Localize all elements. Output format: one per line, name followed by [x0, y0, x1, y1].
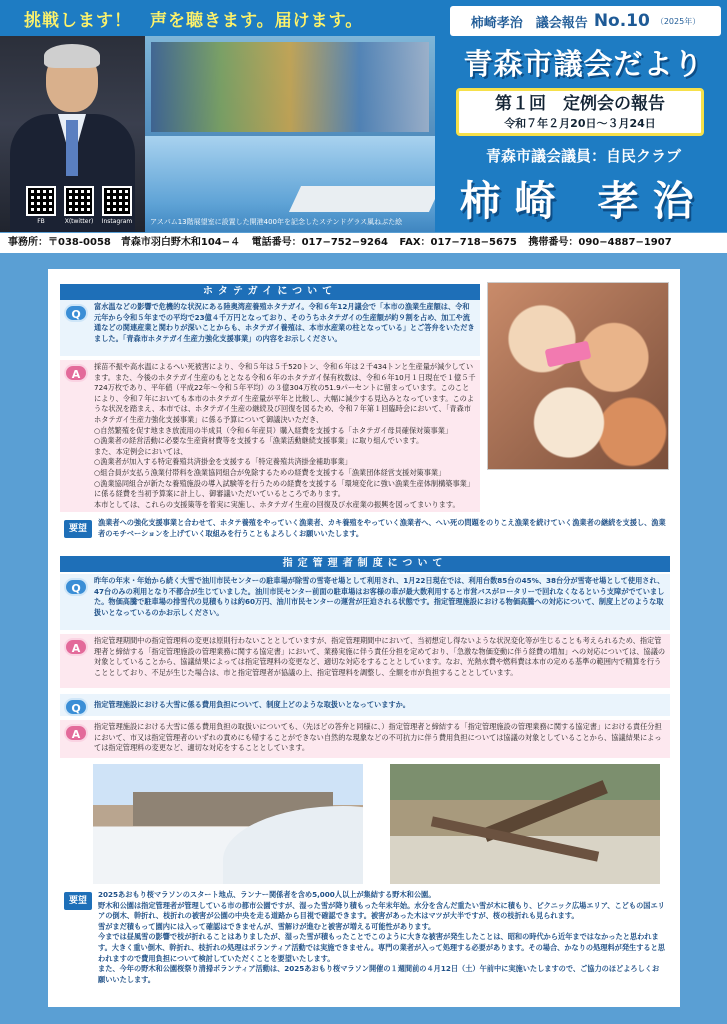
snow-pile-photo — [93, 764, 363, 884]
issue-name: 柿崎孝治 議会報告 — [470, 15, 588, 31]
question-text: 指定管理施設における大雪に係る費用負担について、制度上どのような取扱いとなっていますか。 — [94, 700, 410, 709]
issue-badge — [450, 6, 721, 36]
request-paragraph: 雪がまだ積もって園内には入って確認はできませんが、雪解けが進むと被害が増える可能性があります。 — [98, 921, 436, 931]
session-box — [456, 88, 704, 136]
request-paragraph: 2025あおもり桜マラソンのスタート地点、ランナー関係者を含め5,000人以上が集結する野木和公園。 — [98, 890, 436, 899]
answer-badge: A — [64, 638, 88, 656]
request-paragraph: 今までは昼風雪の影響で枝が折れることはありましたが、湿った雪が積もったことでこのように大きな被害が発生したことは、昭和の時代から近年まではなかったと思われます。大きく重い倒木、幹折れ、枝折れの処理はボランティア活動では実施できません。専門の業者が入って処理する必要があります。その場合、かなりの処理料が発生すると思われますので費用負担について検討していただくことを要望いたします。 — [98, 932, 665, 963]
request-text — [98, 890, 666, 1001]
header-banner — [0, 0, 727, 232]
member-name: 柿崎 孝治 — [459, 177, 708, 225]
member-affiliation: 青森市議会議員：自民クラブ — [485, 147, 681, 165]
answer-paragraph: ○漁業協同組合が新たな養殖施設の導入試験等を行うための経費を支援する「環境変化に強い漁業生産体制構築事業」に係る経費を当初予算案に計上し、御審議いただいているところであります。 — [94, 478, 475, 499]
request-badge: 要望 — [64, 520, 92, 538]
answer-badge: A — [64, 724, 88, 742]
x-qr-code[interactable] — [64, 186, 94, 216]
section-title-designated-manager: 指定管理者制度について — [60, 556, 670, 572]
answer-block-3 — [60, 720, 670, 758]
question-block-1 — [60, 300, 480, 356]
answer-paragraph: 本市としては、これらの支援策等を着実に実施し、ホタテガイ生産の回復及び水産業の振興を図ってまいります。 — [94, 499, 460, 509]
fallen-trees-photo — [390, 764, 660, 884]
slogan: 挑戦します！ 声を聴きます。届けます。 — [24, 11, 364, 31]
answer-paragraph: ○自然繁殖を促す地まき放流用の半成貝（令和６年産貝）購入経費を支援する「ホタテガイ母貝確保対策事業」 — [94, 425, 453, 435]
instagram-qr-code[interactable] — [102, 186, 132, 216]
contact-bar — [0, 233, 727, 253]
session-title: 第１回 定例会の報告 — [495, 94, 665, 114]
answer-text: 指定管理期間中の指定管理料の変更は原則行わないこととしていますが、指定管理期間中において、当初想定し得ないような状況変化等が生じることも考えられるため、指定管理者と締結する「指定管理施設の管理業務に関する協定書」において、業務実施に伴う責任分担を定めており、「急激な物価変動に伴う経費の増加」への対応については、協議の対象としていることから、協議結果によっては指定管理料の変更など、適切な対応をすることとしています。なお、光熱水費や燃料費は本市の定める基準の範囲内で精算を行うこととしており、不足が生じた場合は、市と指定管理者が協議の上、指定管理料を調整し、全額を市が負担することとしています。 — [94, 636, 666, 677]
newsletter-title: 青森市議会だより — [463, 47, 704, 81]
request-block-1 — [60, 516, 670, 546]
qr-code-group — [26, 186, 136, 230]
request-paragraph: 野木和公園は指定管理者が管理している市の都市公園ですが、湿った雪が降り積もった年末年始。水分を含んだ重たい雪が木に積もり、ピクニック広場エリア、こどもの国エリアの倒木、幹折れ、枝折れの被害が公園の中央を走る道路から目視で確認できます。被害があった木はマツが大半ですが、桜の枝折れも見られます。 — [98, 900, 665, 921]
issue-number: No.10 — [593, 11, 650, 31]
request-block-2 — [60, 888, 670, 1003]
instagram-qr-label: Instagram — [101, 218, 133, 225]
question-badge: Q — [64, 304, 88, 322]
mobile-number[interactable]: 携帯番号：090−4887−1907 — [528, 237, 672, 248]
answer-block-1 — [60, 360, 480, 512]
answer-badge: A — [64, 364, 88, 382]
answer-paragraph: ○組合員が支払う漁業付帯料を漁業協同組合が免除するための経費を支援する「漁業団体経営支援対策事業」 — [94, 467, 446, 477]
question-text: 富水温などの影響で危機的な状況にある陸奥湾産養殖ホタテガイ。令和６年12月議会で「本市の漁業生産額は、令和元年から令和５年までの平均で23億４千万円となっており、そのうちホタテガイの生産額が約９割を占め、加工や流通などの関連産業と関わりが深いことからも、ホタテガイ養殖は、本市水産業の柱となっている」とご答弁をいただきました。「青森市ホタテガイ生産力強化支援事業」の内容をお示しください。 — [94, 302, 475, 343]
facebook-qr-label: FB — [37, 218, 45, 225]
question-block-2 — [60, 574, 670, 630]
answer-text: 指定管理施設における大雪に係る費用負担の取扱いについても、（先ほどの答弁と同様に、）指定管理者と締結する「指定管理施設の管理業務に関する協定書」における責任分担において、市又は指定管理者のいずれの責めにも帰することができない自然的な現象などの不可抗力に伴う費用負担については協議の対象としていることから、協議結果によっては指定管理料の変更など、適切な対応をすることとしています。 — [94, 722, 662, 753]
scallop-shells-photo — [487, 282, 669, 470]
answer-text — [94, 362, 476, 510]
photo-caption: アスパム13階展望室に設置した開港400年を記念したステンドグラス風ねぶた絵 — [150, 218, 403, 226]
question-block-3 — [60, 694, 670, 716]
request-text: 漁業者への強化支援事業と合わせて、ホタテ養殖をやっていく漁業者、カキ養殖をやっていく漁業者へ、へい死の問題をのりこえ漁業を続けていく漁業者の継続を支援し、漁業者のモチベーションを上げていく取組みを行うこともよろしくお願いいたします。 — [98, 518, 666, 538]
question-text: 昨年の年末・年始から続く大雪で油川市民センターの駐車場が除雪の雪寄せ場として利用され、1月22日現在では、利用台数85台の45%、38台分が雪寄せ場として使用され、47台のみの利用となり不都合が生じていました。油川市民センター前面の駐車場はお客様の車が最大数利用すると市営バスがロータリーで回れなくなるという支障がでていました。物価高騰で駐車場の排雪代の見積もりは約60万円、油川市民センターの運営が圧迫される状態です。指定管理施設における物価高騰への対応について、制度上どのような取扱いとなっているのかお示しください。 — [94, 576, 665, 617]
question-badge: Q — [64, 578, 88, 596]
question-badge: Q — [64, 698, 88, 716]
section-title-scallop: ホタテガイについて — [60, 284, 480, 300]
answer-paragraph: 採苗不振や高水温によるへい死被害により、令和５年は５千520トン、令和６年は２千434トンと生産量が減少しています。また、今後のホタテガイ生産のもととなる令和６年のホタテガイ保有枚数は、令和６年10月１日現在で１億５千724万枚であり、平年値（平成22年〜令和５年平均）の３億304万枚の51.9パーセントに留まっています。このことにより、令和７年においても本市のホタテガイ生産量が平年と比較し、大幅に減少する見込みとなっています。このような状況を踏まえ、本市では、ホタテガイ生産の継続及び回復を図るため、令和７年第１回臨時会において、「青森市ホタテガイ生産力強化支援事業」に係る予算について御議決いただき、 — [94, 362, 476, 424]
fax-number: FAX：017−718−5675 — [399, 237, 517, 248]
request-paragraph: また、今年の野木和公園桜祭り清掃ボランティア活動は、2025あおもり桜マラソン開催の１週間前の４月12日（土）午前中に実施いたしますので、ご協力のほどよろしくお願いいたします。 — [98, 964, 660, 984]
answer-block-2 — [60, 634, 670, 688]
stained-glass-photo — [145, 36, 435, 232]
answer-paragraph: ○漁業者が加入する特定養殖共済掛金を支援する「特定養殖共済掛金補助事業」 — [94, 457, 352, 467]
session-dates: 令和７年２月20日～３月24日 — [504, 117, 656, 130]
request-badge: 要望 — [64, 892, 92, 910]
x-qr-label: X(twitter) — [64, 218, 94, 225]
answer-paragraph: また、本定例会においては、 — [94, 446, 188, 456]
answer-paragraph: ○漁業者の経営活動に必要な生産資材費等を支援する「漁業活動継続支援事業」に取り組んでいます。 — [94, 436, 424, 446]
issue-year: （2025年） — [655, 16, 701, 26]
facebook-qr-code[interactable] — [26, 186, 56, 216]
phone-number[interactable]: 電話番号：017−752−9264 — [251, 237, 388, 248]
office-address: 事務所：〒038-0058 青森市羽白野木和104−４ — [8, 237, 241, 248]
